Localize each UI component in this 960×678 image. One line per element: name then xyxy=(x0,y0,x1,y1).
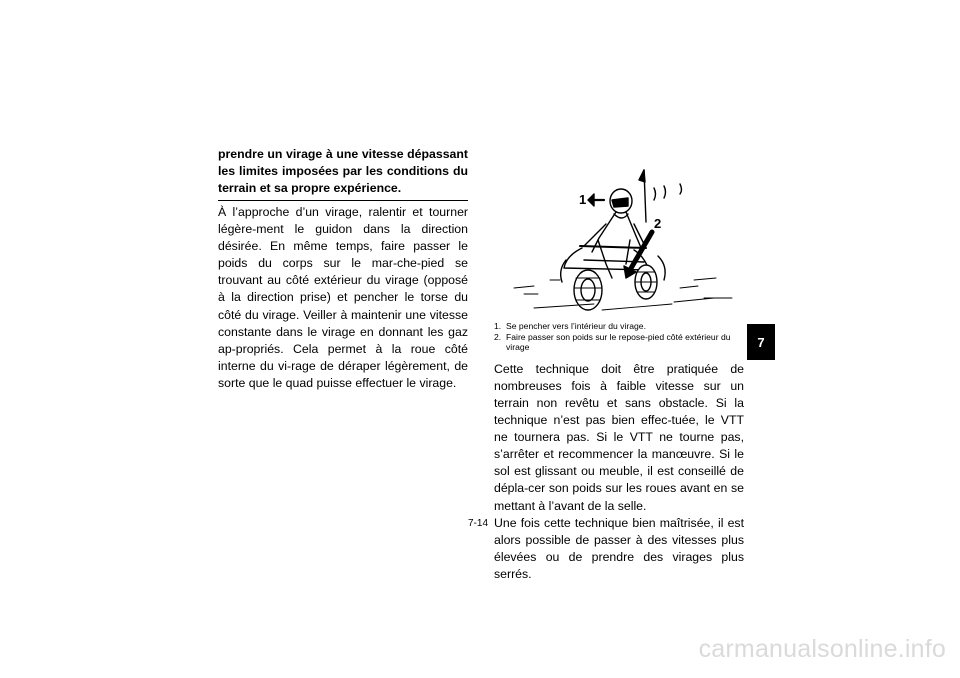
warning-text: prendre un virage à une vitesse dépassant les limites imposées par les conditions du terrain et sa propre expérience. xyxy=(218,147,468,195)
left-column xyxy=(218,146,468,392)
figure-captions xyxy=(494,321,744,353)
right-column xyxy=(494,160,744,583)
caption-item xyxy=(494,321,744,332)
chapter-tab: 7 xyxy=(747,324,775,360)
atv-turning-illustration xyxy=(494,160,744,320)
caption-number: 2. xyxy=(494,331,502,342)
caption-number: 1. xyxy=(494,321,502,331)
technique-paragraph-2: Une fois cette technique bien maîtrisée, il est alors possible de passer à des vitesses plus élevées ou de prendre des virages plus serrés. xyxy=(494,515,744,581)
callout-2: 2 xyxy=(654,216,662,231)
page-number: 7-14 xyxy=(468,518,489,529)
atv-rider-drawing xyxy=(494,160,744,320)
watermark: carmanualsonline.info xyxy=(698,635,946,663)
cornering-instructions: À l’approche d’un virage, ralentir et tourner légère-ment le guidon dans la direction désirée. En même temps, faire passer le poids du corps sur le mar-che-pied se trouvant au côté extérieur du virage (opposé à la direction prise) et pencher le torse du côté du virage. Veiller à maintenir une vitesse constante dans le virage en donnant les gaz ap-propriés. Cela permet à la roue côté interne du vi-rage de déraper légèrement, de sorte que le quad puisse effectuer le virage. xyxy=(218,205,468,390)
caption-text: Faire passer son poids sur le repose-pied côté extérieur du virage xyxy=(506,331,731,353)
caption-text: Se pencher vers l’intérieur du virage. xyxy=(506,321,646,331)
warning-divider xyxy=(218,200,468,201)
technique-paragraph-1: Cette technique doit être pratiquée de nombreuses fois à faible vitesse sur un terrain non revêtu et sans obstacle. Si la technique n’est pas bien effec-tuée, le VTT ne tournera pas. Si le VTT ne tourne pas, s’arrêter et recommencer la manœuvre. Si le sol est glissant ou meuble, il est conseillé de dépla-cer son poids sur les roues avant en se mettant à l’avant de la selle. xyxy=(494,361,744,513)
caption-item xyxy=(494,332,744,353)
callout-1: 1 xyxy=(579,192,587,207)
technique-text xyxy=(494,361,744,583)
